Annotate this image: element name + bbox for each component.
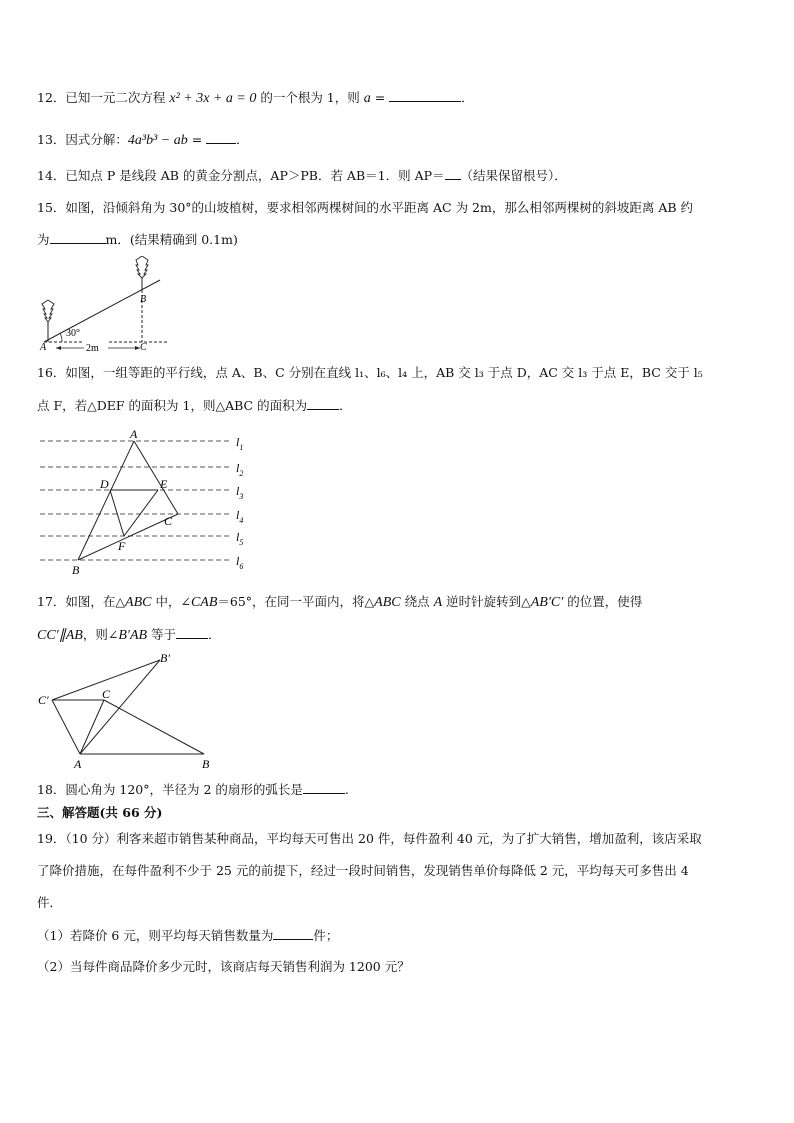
point-b-label: B (202, 757, 210, 770)
q17-text-1: 17．如图，在△ (37, 594, 126, 609)
question-19-line3: 件． (37, 895, 63, 910)
point-a-label: A (74, 757, 82, 770)
q14-text-end: （结果保留根号）． (460, 168, 567, 183)
q17-text-7: ，则∠ (82, 627, 119, 642)
q17-abc-2: ABC (374, 595, 401, 610)
segment-ac (80, 700, 104, 754)
q13-answer-blank[interactable] (206, 130, 236, 144)
svg-text:l6 (236, 554, 243, 571)
line-l2-subscript: 2 (239, 469, 244, 478)
q17-text-4: 绕点 (400, 594, 434, 609)
q17-condition: CC′∥AB (37, 628, 83, 643)
q18-end: . (344, 782, 349, 797)
q13-post: = (187, 132, 207, 147)
distance-arrow-left (56, 346, 61, 350)
q15-answer-blank[interactable] (50, 230, 106, 244)
q16-line2a: 点 F，若△DEF 的面积为 1，则△ABC 的面积为 (37, 398, 308, 413)
question-14 (37, 166, 567, 185)
segment-ab (78, 441, 134, 560)
segment-df (110, 490, 124, 536)
line-l4-subscript: 4 (239, 516, 244, 525)
section-heading: 三、解答题(共 66 分) (37, 805, 163, 820)
svg-text:l4 (236, 508, 243, 525)
q19-sub1-text: （1）若降价 6 元，则平均每天销售数量为 (37, 928, 274, 943)
question-16-line1 (37, 364, 703, 382)
q19-sub1-end: 件； (313, 928, 339, 943)
line-l6-subscript: 6 (239, 562, 244, 571)
question-19-sub2: （2）当每件商品降价多少元时，该商店每天销售利润为 1200 元？ (37, 959, 410, 974)
question-17-line1 (37, 593, 642, 612)
slope-tree-figure (36, 256, 172, 352)
q18-answer-blank[interactable] (303, 780, 345, 794)
point-d-label: D (100, 477, 109, 491)
line-l3-label: l (236, 484, 240, 498)
segment-bc (78, 514, 178, 560)
question-15-line1 (37, 199, 693, 217)
q19-answer-blank[interactable] (273, 926, 313, 940)
q15-line1: 15．如图，沿倾斜角为 30°的山坡植树，要求相邻两棵树间的水平距离 AC 为 2m，那么相邻两棵树的斜坡距离 AB 约 (37, 200, 694, 215)
q18-text: 18．圆心角为 120°，半径为 2 的扇形的弧长是 (37, 782, 303, 797)
question-17-line2 (37, 625, 221, 645)
slope-line (44, 280, 160, 342)
line-l3-subscript: 3 (239, 492, 244, 501)
question-15-line2 (37, 230, 238, 249)
point-c-prime-label: C′ (38, 693, 49, 707)
q12-post: = (370, 90, 390, 105)
q16-answer-blank[interactable] (307, 396, 339, 410)
segment-ab-prime (80, 660, 160, 754)
parallel-lines-figure (40, 426, 260, 576)
q12-equation: x² + 3x + a = 0 (169, 91, 257, 106)
q17-ab2c2: AB′C′ (530, 595, 564, 610)
segment-ac (134, 441, 178, 514)
distance-label: 2m (86, 343, 99, 352)
line-l4-label: l (236, 508, 240, 522)
q17-abc: ABC (125, 595, 152, 610)
question-13: 13．因式分解：4a³b³ − ab = ． (37, 132, 249, 148)
q14-text: 14．已知点 P 是线段 AB 的黄金分割点，AP＞PB．若 AB＝1．则 AP＝ (37, 168, 445, 183)
question-18 (37, 780, 349, 799)
point-b-label: B (72, 563, 80, 576)
point-b-prime-label: B′ (160, 652, 170, 665)
line-l1-subscript: 1 (239, 443, 244, 452)
q12-answer-blank[interactable] (389, 88, 461, 102)
line-l5-subscript: 5 (239, 538, 244, 547)
line-l5-label: l (236, 530, 240, 544)
q17-point-a: A (433, 595, 443, 610)
point-b-label: B (140, 294, 147, 305)
point-c-label: C (102, 687, 111, 701)
q12-var: a (363, 91, 371, 106)
segment-ef (124, 490, 158, 536)
point-c-label: C (140, 342, 147, 352)
q17-text-9: ． (208, 627, 221, 642)
point-e-label: E (160, 477, 168, 491)
rotation-triangle-figure (38, 652, 218, 770)
line-l6-label: l (236, 554, 240, 568)
angle-label: 30° (66, 328, 80, 339)
question-19-line2: 了降价措施，在每件盈利不少于 25 元的前提下，经过一段时间销售，发现销售单价每降低 2 元，平均每天可多售出 4 (37, 863, 689, 878)
svg-text:l5 (236, 530, 243, 547)
line-l1-label: l (236, 435, 240, 449)
svg-text:l1 (236, 435, 243, 452)
q17-angle: B′AB (118, 628, 148, 643)
q12-mid: 的一个根为 1，则 (256, 90, 364, 105)
angle-arc (60, 333, 62, 342)
q16-line2b: ． (339, 398, 352, 413)
q17-cab: CAB (190, 595, 218, 610)
point-f-label: F (118, 539, 126, 553)
q17-text-8: 等于 (147, 627, 177, 642)
q17-text-5: 逆时针旋转到△ (442, 594, 531, 609)
q17-text-6: 的位置，使得 (563, 594, 643, 609)
q15-line2a: 为 (37, 232, 50, 247)
q14-answer-blank[interactable] (445, 166, 461, 180)
q17-text-2: 中，∠ (151, 594, 191, 609)
tree-b-icon (136, 256, 148, 290)
q13-pre: 13．因式分解： (37, 132, 128, 147)
q17-answer-blank[interactable] (176, 625, 208, 639)
segment-ac-prime (52, 700, 80, 754)
point-a-label: A (40, 342, 47, 352)
question-19-line1: 19．（10 分）利客来超市销售某种商品，平均每天可售出 20 件，每件盈利 40 元，为了扩大销售，增加盈利，该店采取 (37, 831, 702, 846)
svg-text:l3 (236, 484, 243, 501)
point-c-label: C (164, 514, 173, 528)
tree-a-icon (42, 300, 54, 342)
question-16-line2 (37, 396, 352, 415)
point-a-label: A (130, 427, 138, 441)
svg-text:l2 (236, 461, 243, 478)
q15-line2b: m．(结果精确到 0.1m) (105, 232, 238, 247)
question-19-sub1 (37, 926, 338, 945)
line-l2-label: l (236, 461, 240, 475)
q13-expression: 4a³b³ − ab (127, 133, 188, 148)
q16-line1: 16．如图，一组等距的平行线，点 A、B、C 分别在直线 l₁、l₆、l₄ 上，AB 交 l₃ 于点 D，AC 交 l₃ 于点 E，BC 交于 l₅ (37, 365, 703, 380)
q17-text-3: ＝65°，在同一平面内，将△ (217, 594, 375, 609)
question-12: 12．已知一元二次方程 x² + 3x + a = 0 的一个根为 1，则 a = ． (37, 90, 474, 106)
q12-pre: 12．已知一元二次方程 (37, 90, 170, 105)
